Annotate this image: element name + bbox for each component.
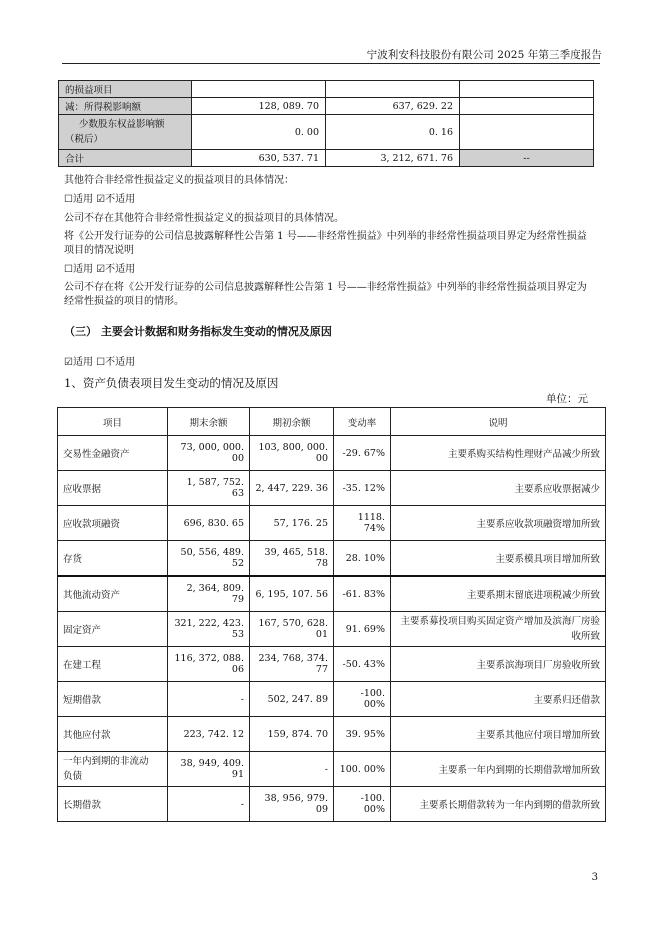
row-label — [59, 115, 192, 150]
begin-balance-cell: 6, 195, 107. 56 — [250, 576, 334, 612]
report-header-title: 宁波利安科技股份有限公司 2025 年第三季度报告 — [366, 49, 602, 61]
cell-value: 128, 089. 70 — [192, 98, 326, 115]
unit-label: 单位：元 — [546, 393, 588, 405]
subsection-heading: 1、资产负债表项目发生变动的情况及原因 — [64, 376, 279, 390]
note-cell: 主要系长期借款转为一年内到期的借款所致 — [391, 787, 606, 822]
begin-balance-cell: 103, 800, 000. 00 — [250, 436, 334, 471]
item-line2: 负债 — [63, 771, 83, 782]
note-cell: 主要系归还借款 — [391, 682, 606, 717]
item-cell: 其他流动资产 — [58, 576, 168, 612]
begin-balance-cell: 38, 956, 979. 09 — [250, 787, 334, 822]
end-balance-cell: 73, 000, 000. 00 — [168, 436, 250, 471]
note-cell: 主要系应收款项融资增加所致 — [391, 506, 606, 541]
table-row — [58, 506, 606, 541]
table-row — [58, 471, 606, 506]
column-header: 期初余额 — [250, 408, 334, 436]
applicable-checkbox-line: ☑适用 ☐不适用 — [64, 357, 136, 368]
item-cell: 长期借款 — [58, 787, 168, 822]
table-row — [58, 541, 606, 577]
begin-balance-cell: 502, 247. 89 — [250, 682, 334, 717]
item-cell: 短期借款 — [58, 682, 168, 717]
table-row — [58, 576, 606, 612]
end-balance-cell: 38, 949, 409. 91 — [168, 752, 250, 787]
change-rate-cell: 1118. 74% — [334, 506, 391, 541]
item-line1: 一年内到期的非流动 — [63, 756, 149, 767]
row-label: 合计 — [59, 150, 192, 167]
paragraph: 经常性损益的项目的情形。 — [64, 296, 184, 307]
end-balance-cell: 223, 742. 12 — [168, 717, 250, 752]
change-rate-cell: -50. 43% — [334, 647, 391, 682]
applicable-checkbox-line: ☐适用 ☑不适用 — [64, 264, 136, 275]
change-rate-cell: 28. 10% — [334, 541, 391, 577]
end-balance-cell: - — [168, 787, 250, 822]
end-balance-cell: 116, 372, 088. 06 — [168, 647, 250, 682]
item-cell: 其他应付款 — [58, 717, 168, 752]
column-header: 变动率 — [334, 408, 391, 436]
note-cell — [391, 612, 606, 647]
begin-balance-cell: 234, 768, 374. 77 — [250, 647, 334, 682]
cell-value: 637, 629. 22 — [326, 98, 460, 115]
item-cell: 交易性金融资产 — [58, 436, 168, 471]
item-cell: 应收款项融资 — [58, 506, 168, 541]
cell-value: 3, 212, 671. 76 — [326, 150, 460, 167]
paragraph: 公司不存在其他符合非经常性损益定义的损益项目的具体情况。 — [64, 213, 344, 224]
change-rate-cell: 91. 69% — [334, 612, 391, 647]
row-label: 的损益项目 — [59, 81, 192, 98]
table-row — [59, 150, 594, 167]
row-label-line2: （税后） — [65, 134, 104, 145]
table-row — [58, 752, 606, 787]
note-cell: 主要系滨海项目厂房验收所致 — [391, 647, 606, 682]
cell-value — [460, 98, 594, 115]
change-rate-cell: 39. 95% — [334, 717, 391, 752]
end-balance-cell: 1, 587, 752. 63 — [168, 471, 250, 506]
table-row — [58, 787, 606, 822]
table-row — [58, 717, 606, 752]
paragraph: 公司不存在将《公开发行证券的公司信息披露解释性公告第 1 号——非经常性损益》中列举的非经常性损益项目界定为 — [64, 282, 587, 293]
note-cell: 主要系其他应付项目增加所致 — [391, 717, 606, 752]
table-row — [58, 647, 606, 682]
row-label-line1: 少数股东权益影响额 — [79, 119, 165, 130]
end-balance-cell: 696, 830. 65 — [168, 506, 250, 541]
column-header: 说明 — [391, 408, 606, 436]
change-rate-cell: -29. 67% — [334, 436, 391, 471]
column-header: 项目 — [58, 408, 168, 436]
cell-value — [326, 81, 460, 98]
end-balance-cell: 50, 556, 489. 52 — [168, 541, 250, 577]
table-row — [58, 612, 606, 647]
begin-balance-cell: 2, 447, 229. 36 — [250, 471, 334, 506]
note-cell: 主要系购买结构性理财产品减少所致 — [391, 436, 606, 471]
change-rate-cell: -100. 00% — [334, 787, 391, 822]
cell-value: 630, 537. 71 — [192, 150, 326, 167]
section-heading: （三） 主要会计数据和财务指标发生变动的情况及原因 — [64, 325, 332, 338]
cell-value: 0. 16 — [326, 115, 460, 150]
change-rate-cell: -35. 12% — [334, 471, 391, 506]
begin-balance-cell: 159, 874. 70 — [250, 717, 334, 752]
begin-balance-cell: - — [250, 752, 334, 787]
note-line2: 收所致 — [571, 631, 600, 642]
row-label: 减：所得税影响额 — [59, 98, 192, 115]
item-cell: 在建工程 — [58, 647, 168, 682]
change-rate-cell: -100. 00% — [334, 682, 391, 717]
begin-balance-cell: 167, 570, 628. 01 — [250, 612, 334, 647]
paragraph: 项目的情况说明 — [64, 245, 134, 256]
note-cell: 主要系期末留底进项税减少所致 — [391, 576, 606, 612]
table-row — [58, 682, 606, 717]
item-cell: 存货 — [58, 541, 168, 577]
cell-value — [460, 115, 594, 150]
cell-value: 0. 00 — [192, 115, 326, 150]
table-row — [58, 436, 606, 471]
table-row — [59, 98, 594, 115]
cell-value — [192, 81, 326, 98]
cell-value — [460, 81, 594, 98]
item-cell: 应收票据 — [58, 471, 168, 506]
cell-value: -- — [460, 150, 594, 167]
page-number: 3 — [591, 872, 598, 883]
non-recurring-items-table — [58, 80, 594, 167]
column-header: 期末余额 — [168, 408, 250, 436]
begin-balance-cell: 57, 176. 25 — [250, 506, 334, 541]
begin-balance-cell: 39, 465, 518. 78 — [250, 541, 334, 577]
note-line1: 主要系募投项目购买固定资产增加及滨海厂房验 — [400, 616, 600, 627]
header-divider — [62, 63, 600, 64]
end-balance-cell: - — [168, 682, 250, 717]
end-balance-cell: 2, 364, 809. 79 — [168, 576, 250, 612]
end-balance-cell: 321, 222, 423. 53 — [168, 612, 250, 647]
paragraph: 其他符合非经常性损益定义的损益项目的具体情况： — [64, 175, 294, 186]
note-cell: 主要系一年内到期的长期借款增加所致 — [391, 752, 606, 787]
change-rate-cell: 100. 00% — [334, 752, 391, 787]
item-cell: 固定资产 — [58, 612, 168, 647]
note-cell: 主要系模具项目增加所致 — [391, 541, 606, 577]
table-header-row — [58, 408, 606, 436]
item-cell — [58, 752, 168, 787]
table-row — [59, 115, 594, 150]
applicable-checkbox-line: ☐适用 ☑不适用 — [64, 194, 136, 205]
change-rate-cell: -61. 83% — [334, 576, 391, 612]
note-cell: 主要系应收票据减少 — [391, 471, 606, 506]
paragraph: 将《公开发行证券的公司信息披露解释性公告第 1 号——非经常性损益》中列举的非经常性损益项目界定为经常性损益 — [64, 231, 587, 242]
balance-sheet-changes-table — [57, 407, 606, 822]
table-row — [59, 81, 594, 98]
